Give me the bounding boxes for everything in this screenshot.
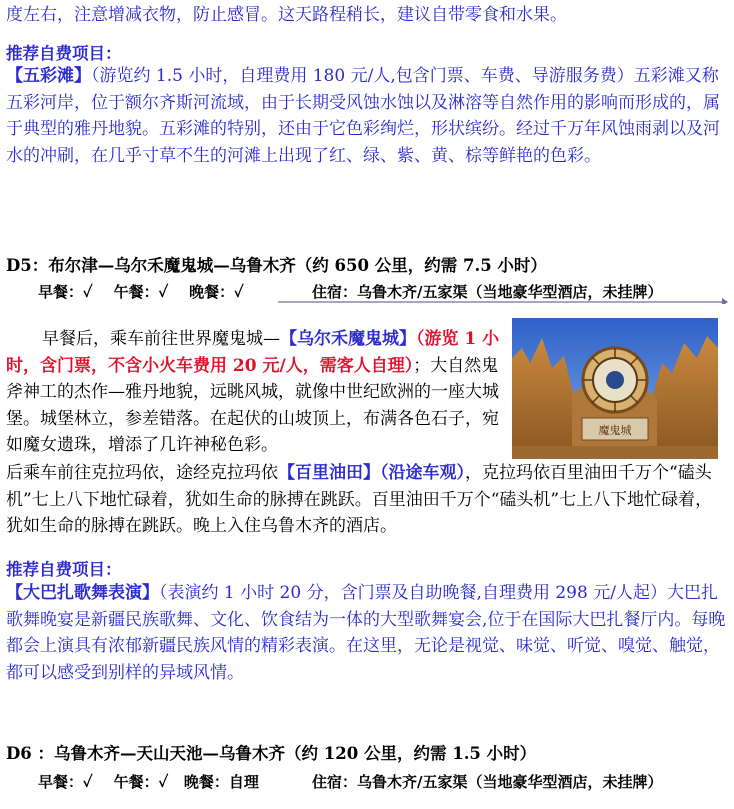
d5-p2-place: 【百里油田】（沿途车观）	[278, 463, 465, 483]
d5-p1-start: 早餐后，乘车前往世界魔鬼城—	[42, 329, 280, 349]
rec1-label: 推荐自费项目：	[6, 44, 122, 63]
d6-hotel: 住宿：乌鲁木齐/五家渠（当地豪华型酒店，未挂牌）	[312, 773, 663, 791]
rec2-item-info: （表演约 1 小时 20 分，含门票及自助晚餐,自理费用 298 元/人起）	[159, 583, 667, 603]
d5-p2-start: 后乘车前往克拉玛依，途经克拉玛依	[6, 463, 278, 483]
d5-paragraph-2	[6, 460, 728, 540]
rec2-label: 推荐自费项目：	[6, 560, 122, 579]
rec1-desc: 五彩滩又称五彩河岸，位于额尔齐斯河流域，由于长期受风蚀水蚀以及淋溶等自然作用的影响而形成的，属于典型的雅丹地貌。五彩滩的特别，还由于它色彩绚烂，形状缤纷。经过千万年风蚀雨剥以及河水的冲刷，在几乎寸草不生的河滩上出现了红、绿、紫、黄、棕等鲜艳的色彩。	[6, 66, 720, 166]
d6-title: D6 ：乌鲁木齐—天山天池—乌鲁木齐（约 120 公里，约需 1.5 小时）	[6, 744, 537, 763]
photo-sign-text: 魔鬼城	[598, 424, 632, 437]
d5-p2-end: ，克拉玛依百里油田千万个“磕头机”七上八下地忙碌着，犹如生命的脉搏在跳跃。百里油田千万个“磕头机”七上八下地忙碌着，犹如生命的脉搏在跳跃。晚上入住乌鲁木齐的酒店。	[6, 463, 713, 536]
rec1-block	[6, 63, 728, 169]
d5-p1-note: （游览 1 小时，含门票，不含小火车费用 20 元/人，需客人自理）	[6, 329, 500, 376]
rec1-item-info: （游览约 1.5 小时，自理费用 180 元/人,包含门票、车费、导游服务费）	[91, 66, 634, 86]
d5-hotel: 住宿：乌鲁木齐/五家渠（当地豪华型酒店，未挂牌）	[312, 283, 663, 301]
rec1-item-name: 【五彩滩】	[6, 66, 91, 86]
intro-tail: 度左右，注意增减衣物，防止感冒。这天路程稍长，建议自带零食和水果。	[6, 5, 567, 25]
rec2-block	[6, 580, 728, 686]
d6-meals: 早餐：✓ 午餐：✓ 晚餐：自理	[38, 773, 259, 791]
d5-meals: 早餐：✓ 午餐：✓ 晚餐：✓	[38, 283, 244, 301]
d5-p1-end: ；大自然鬼斧神工的杰作—雅丹地貌，远眺风城，就像中世纪欧洲的一座大城堡。城堡林立，参差错落。在起伏的山坡顶上，布满各色石子，宛如魔女遗珠，增添了几许神秘色彩。	[6, 355, 499, 455]
d5-title: D5：布尔津—乌尔禾魔鬼城—乌鲁木齐（约 650 公里，约需 7.5 小时）	[6, 256, 547, 275]
demon-city-photo	[512, 318, 718, 459]
rec2-item-name: 【大巴扎歌舞表演】	[6, 583, 159, 603]
d5-paragraph-1	[6, 326, 504, 459]
rec2-desc: 大巴扎歌舞晚宴是新疆民族歌舞、文化、饮食结为一体的大型歌舞宴会,位于在国际大巴扎餐厅内。每晚都会上演具有浓郁新疆民族风情的精彩表演。在这里，无论是视觉、味觉、听觉、嗅觉、触觉，都可以感受到别样的异域风情。	[6, 583, 726, 683]
d5-p1-place: 【乌尔禾魔鬼城】	[280, 329, 416, 349]
